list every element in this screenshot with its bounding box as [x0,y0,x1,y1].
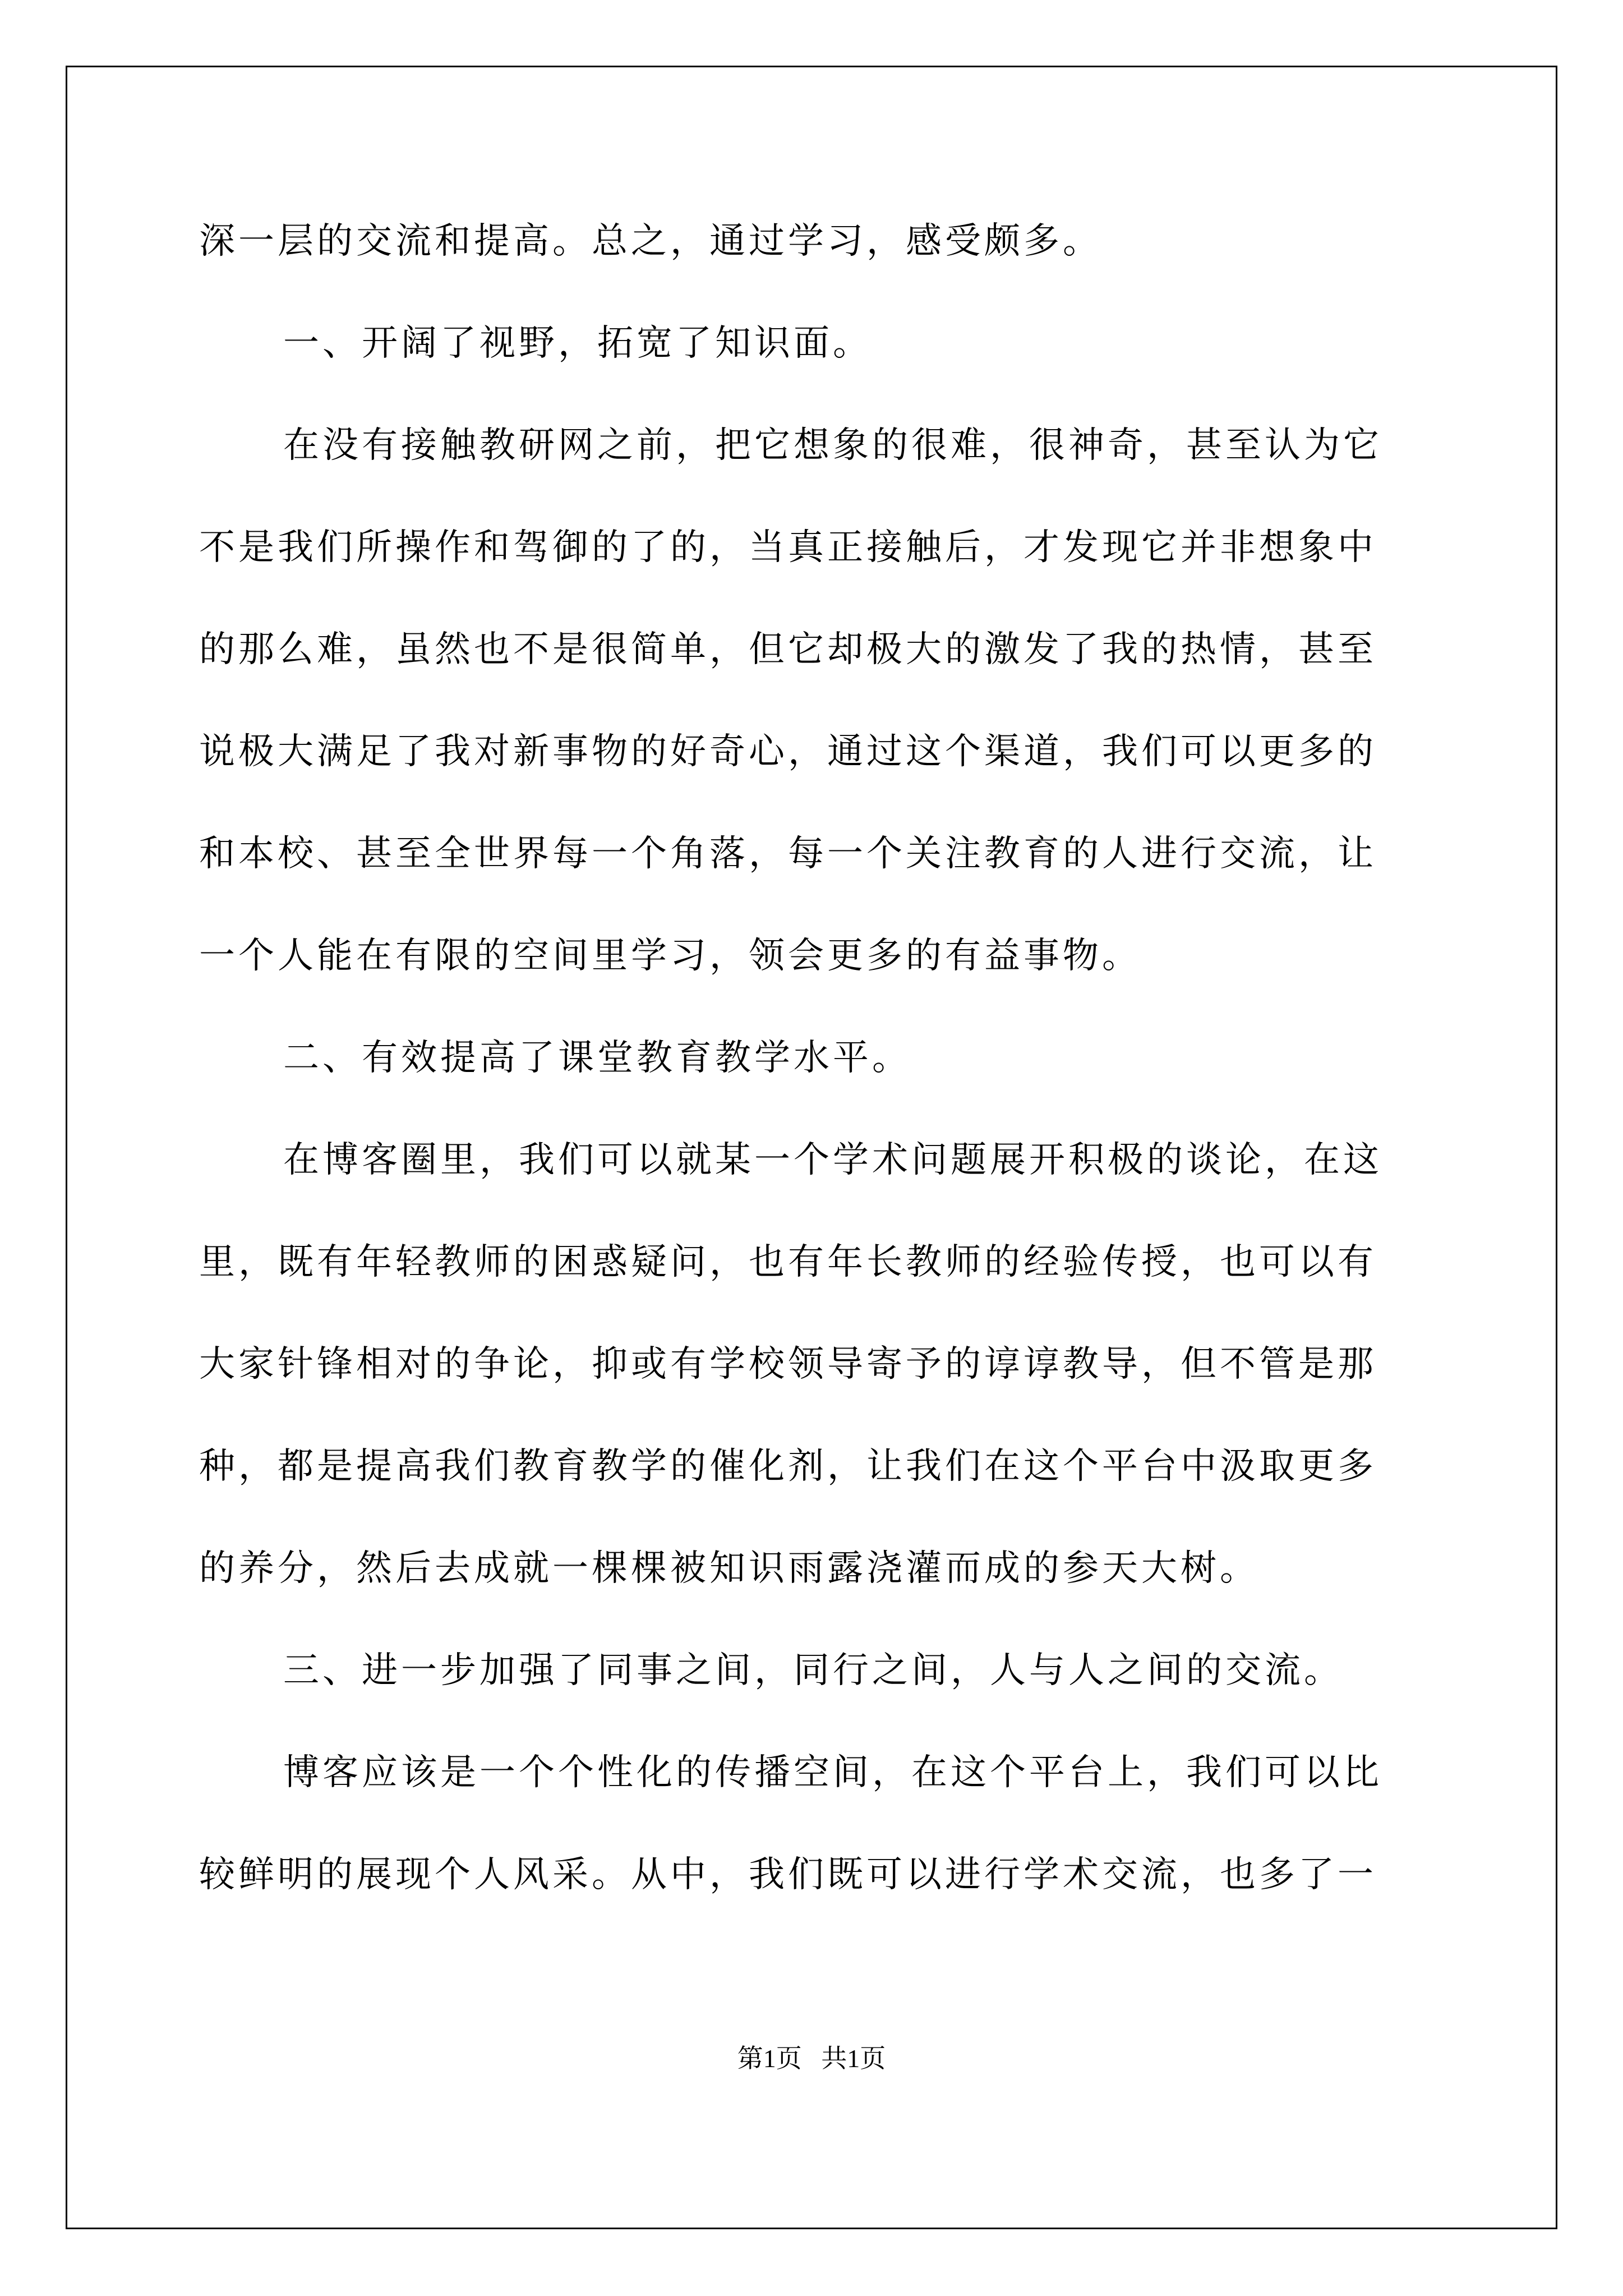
section-heading-1: 一、开阔了视野，拓宽了知识面。 [283,323,872,364]
section-heading-3: 三、进一步加强了同事之间，同行之间，人与人之间的交流。 [283,1650,1343,1691]
text-line: 和本校、甚至全世界每一个角落，每一个关注教育的人进行交流，让 [199,833,1377,875]
text-line: 不是我们所操作和驾御的了的，当真正接触后，才发现它并非想象中 [199,527,1377,568]
page-number: 第1页 共1页 [737,2044,886,2073]
text-line: 里，既有年轻教师的困惑疑问，也有年长教师的经验传授，也可以有 [199,1241,1377,1283]
text-line: 的那么难，虽然也不是很简单，但它却极大的激发了我的热情，甚至 [199,629,1377,670]
text-line: 种，都是提高我们教育教学的催化剂，让我们在这个平台中汲取更多 [199,1446,1377,1487]
text-line: 博客应该是一个个性化的传播空间，在这个平台上，我们可以比 [283,1752,1382,1793]
text-line: 的养分，然后去成就一棵棵被知识雨露浇灌而成的参天大树。 [199,1548,1259,1589]
text-line: 较鲜明的展现个人风采。从中，我们既可以进行学术交流，也多了一 [199,1854,1377,1895]
text-line: 一个人能在有限的空间里学习，领会更多的有益事物。 [199,935,1141,977]
page-footer [0,2042,1623,2076]
text-line: 在博客圈里，我们可以就某一个学术问题展开积极的谈论，在这 [283,1139,1382,1181]
text-line: 说极大满足了我对新事物的好奇心，通过这个渠道，我们可以更多的 [199,731,1377,772]
text-line: 在没有接触教研网之前，把它想象的很难，很神奇，甚至认为它 [283,425,1382,466]
section-heading-2: 二、有效提高了课堂教育教学水平。 [283,1037,911,1079]
document-body [199,216,1433,1952]
text-line: 大家针锋相对的争论，抑或有学校领导寄予的谆谆教导，但不管是那 [199,1343,1377,1385]
text-line: 深一层的交流和提高。总之，通过学习，感受颇多。 [199,220,1102,262]
